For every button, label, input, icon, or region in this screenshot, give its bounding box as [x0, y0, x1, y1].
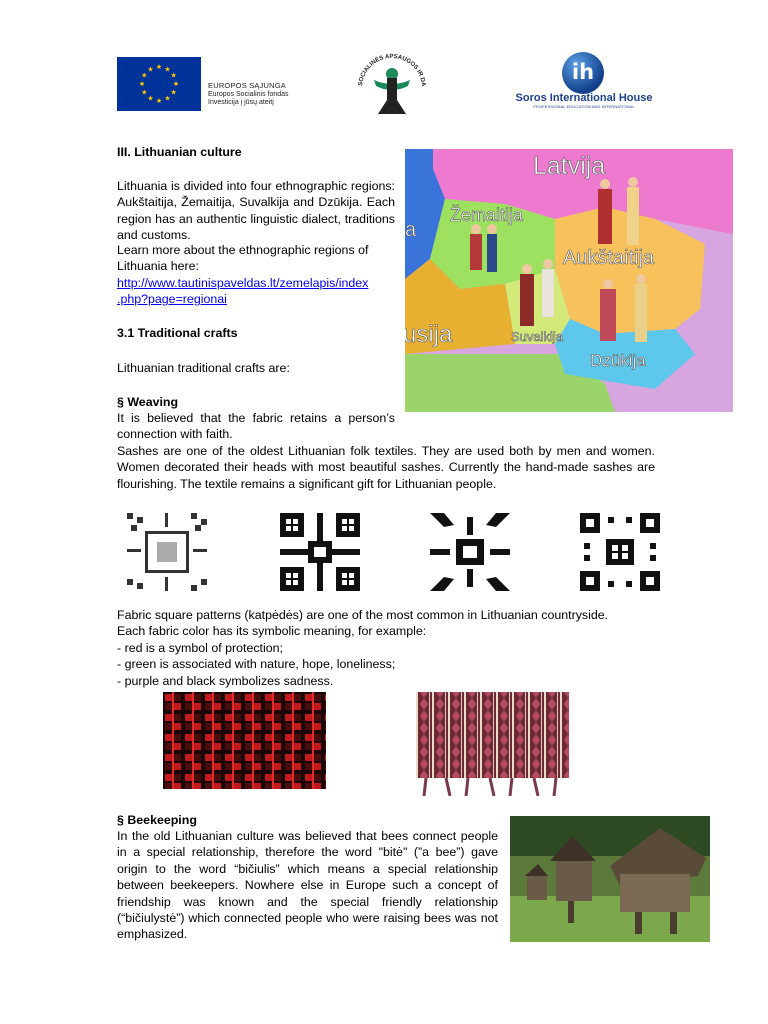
svg-text:★: ★ [155, 97, 163, 105]
svg-text:★: ★ [138, 80, 146, 88]
ih-brand-subtitle: PROFESSIONAL EDUCATION AND INTERNATIONAL [533, 104, 635, 109]
patterns-line: - red is a symbol of protection; [117, 640, 283, 655]
svg-text:★: ★ [147, 65, 154, 74]
fabric-pattern-image [430, 513, 510, 591]
red-black-textile-photo [163, 692, 326, 789]
map-label-suvalkija: Suvalkija [511, 329, 564, 344]
eu-text-line: Investicija į jūsų ateitį [208, 99, 274, 106]
crafts-intro: Lithuanian traditional crafts are: [117, 361, 290, 375]
woven-sashes-photo [416, 692, 569, 796]
ih-brand-name: Soros International House [515, 92, 653, 104]
regions-link-cont[interactable]: .php?page=regionai [117, 292, 227, 306]
map-label-zemaitija: Žemaitija [450, 205, 524, 225]
patterns-text [117, 607, 677, 689]
weaving-faith-text: It is believed that the fabric retains a person’s connection with faith. [117, 411, 395, 442]
patterns-line: Fabric square patterns (katpėdės) are one of the most common in Lithuanian countryside. [117, 608, 609, 622]
ih-logo-circle: ih [562, 52, 604, 94]
svg-text:★: ★ [170, 71, 177, 80]
svg-text:★: ★ [147, 94, 154, 103]
beekeeping-heading: § Beekeeping [117, 813, 197, 827]
intro-learn-more: Learn more about the ethnographic regions of Lithuania here: [117, 243, 369, 274]
map-label-partial: a [405, 219, 417, 241]
map-label-dzukija: Dzūkija [590, 351, 646, 370]
patterns-line: Each fabric color has its symbolic meaning, for example: [117, 624, 427, 639]
intro-paragraph: Lithuania is divided into four ethnographic regions: Aukštaitija, Žemaitija, Suvalkija and Dzūkija. Each region has an authentic linguistic dialect, traditions and customs. [117, 179, 395, 243]
eu-text-line: EUROPOS SĄJUNGA [208, 81, 287, 90]
wooden-beehives-photo [510, 816, 710, 942]
svg-text:★: ★ [164, 94, 171, 103]
map-label-latvija: Latvija [533, 152, 606, 180]
fabric-pattern-image [580, 513, 660, 591]
fabric-pattern-image [280, 513, 360, 591]
section-title: III. Lithuanian culture [117, 145, 242, 159]
svg-text:★: ★ [164, 65, 171, 74]
svg-text:★: ★ [141, 88, 148, 97]
weaving-heading: § Weaving [117, 395, 179, 409]
svg-text:★: ★ [141, 71, 148, 80]
crafts-heading: 3.1 Traditional crafts [117, 326, 238, 340]
map-label-aukstaitija: Aukštaitija [563, 247, 655, 269]
eu-logo-text [208, 82, 289, 108]
ministry-arc-text: SOCIALINĖS APSAUGOS IR DA [358, 53, 427, 87]
svg-text:★: ★ [155, 63, 163, 71]
map-label-rusija: usija [405, 321, 453, 348]
fabric-pattern-image [127, 513, 207, 591]
eu-flag-logo [117, 57, 201, 111]
eu-text-line: Europos Socialinis fondas [208, 90, 289, 98]
patterns-line: - green is associated with nature, hope, loneliness; [117, 657, 396, 672]
ethnographic-regions-map [405, 149, 733, 412]
svg-text:★: ★ [172, 80, 180, 88]
regions-link[interactable]: http://www.tautinispaveldas.lt/zemelapis/index [117, 276, 369, 290]
ministry-logo [352, 44, 432, 120]
beekeeping-text: In the old Lithuanian culture was believed that bees connect people in a special relationship, therefore the word "bitė" (”a bee”) gave origin to the word “bičiulis” which means a special relationship between beekeepers. Nowhere else in Europe such a concept of friendship was known and the special friendly relationship (“bičiulystė”) which connected people who were raising bees was not emphasized. [117, 829, 498, 942]
svg-text:★: ★ [170, 88, 177, 97]
patterns-line: - purple and black symbolizes sadness. [117, 673, 334, 688]
weaving-sashes-text: Sashes are one of the oldest Lithuanian folk textiles. They are used both by men and women. Women decorated their heads with most beautiful sashes. Currently the hand-made sashes are flourishing. The textile remains a significant gift for Lithuanian people. [117, 444, 655, 491]
